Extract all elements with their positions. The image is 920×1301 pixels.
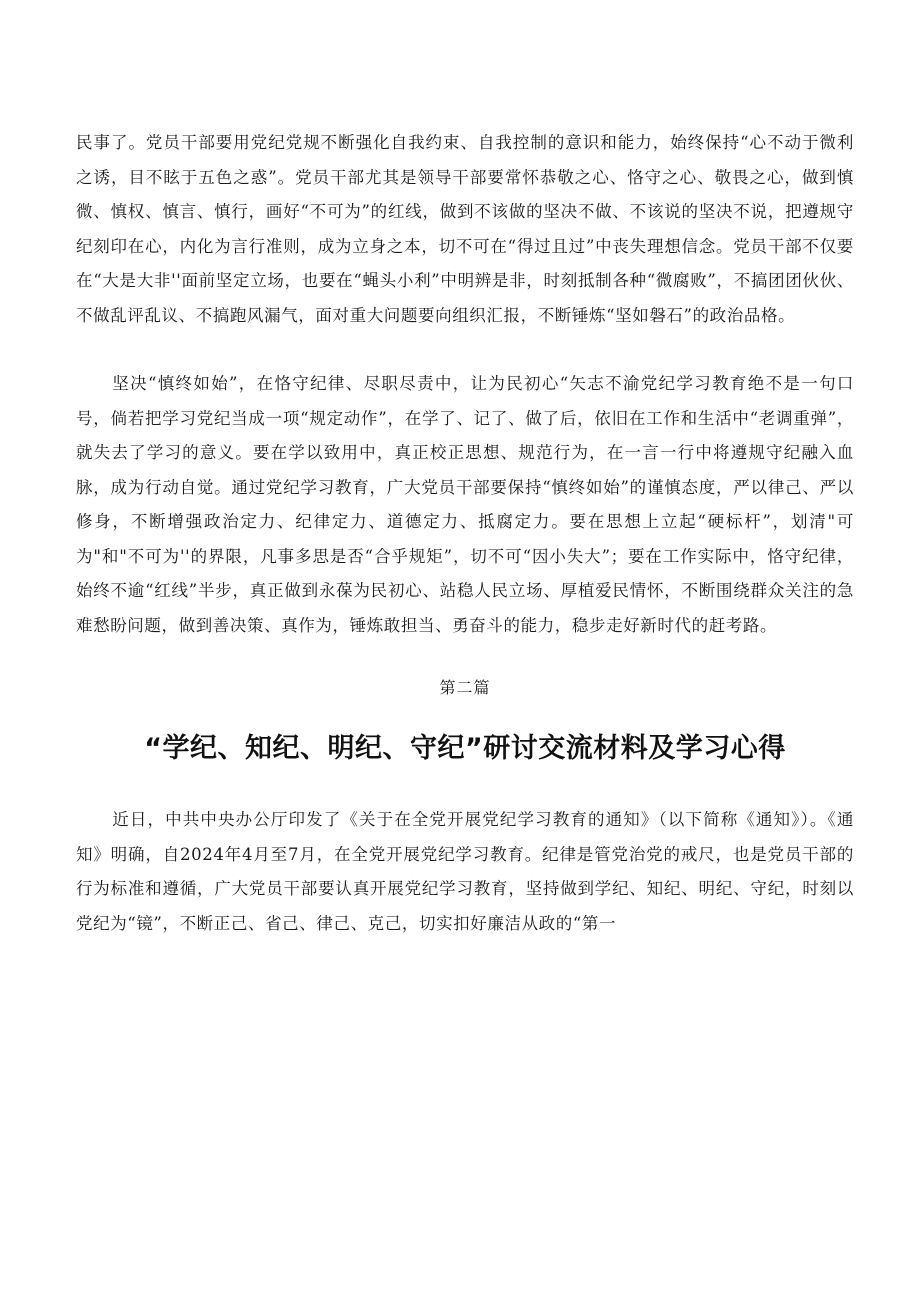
section-paragraph: 近日，中共中央办公厅印发了《关于在全党开展党纪学习教育的通知》（以下简称《通知》）。《通知》明确，自2024年4月至7月，在全党开展党纪学习教育。纪律是管党治党的戒尺，也是党员干部的行为标准和遵循，广大党员干部要认真开展党纪学习教育，坚持做到学纪、知纪、明纪、守纪，时刻以党纪为“镜”，不断正己、省己、律己、克己，切实扣好廉洁从政的“第一 [76, 810, 854, 933]
body-paragraph-2: 坚决“慎终如始”，在恪守纪律、尽职尽责中，让为民初心“矢志不渝党纪学习教育绝不是一句口号，倘若把学习党纪当成一项“规定动作”，在学了、记了、做了后，依旧在工作和生活中“老调重弹”，就失去了学习的意义。要在学以致用中，真正校正思想、规范行为，在一言一行中将遵规守纪融入血脉，成为行动自觉。通过党纪学习教育，广大党员干部要保持“慎终如始”的谨慎态度，严以律己、严以修身，不断增强政治定力、纪律定力、道德定力、抵腐定力。要在思想上立起“硬标杆”，划清"可为"和"不可为''的界限，凡事多思是否“合乎规矩”，切不可“因小失大”；要在工作实际中，恪守纪律，始终不逾“红线”半步，真正做到永葆为民初心、站稳人民立场、厚植爱民情怀，不断围绕群众关注的急难愁盼问题，做到善决策、真作为，锤炼敢担当、勇奋斗的能力，稳步走好新时代的赶考路。 [76, 374, 854, 635]
body-paragraph-1: 民事了。党员干部要用党纪党规不断强化自我约束、自我控制的意识和能力，始终保持“心不动于微利之诱，目不眩于五色之惑”。党员干部尤其是领导干部要常怀恭敬之心、恪守之心、敬畏之心，做到慎微、慎权、慎言、慎行，画好“不可为”的红线，做到不该做的坚决不做、不该说的坚决不说，把遵规守纪刻印在心，内化为言行准则，成为立身之本，切不可在“得过且过”中丧失理想信念。党员干部不仅要在“大是大非''面前坚定立场，也要在“蝇头小利”中明辨是非，时刻抵制各种“微腐败”，不搞团团伙伙、不做乱评乱议、不搞跑风漏气，面对重大问题要向组织汇报，不断锤炼“坚如磐石”的政治品格。 [76, 133, 854, 325]
section-label: 第二篇 [439, 678, 491, 697]
section-title: “学纪、知纪、明纪、守纪”研讨交流材料及学习心得 [144, 733, 786, 764]
